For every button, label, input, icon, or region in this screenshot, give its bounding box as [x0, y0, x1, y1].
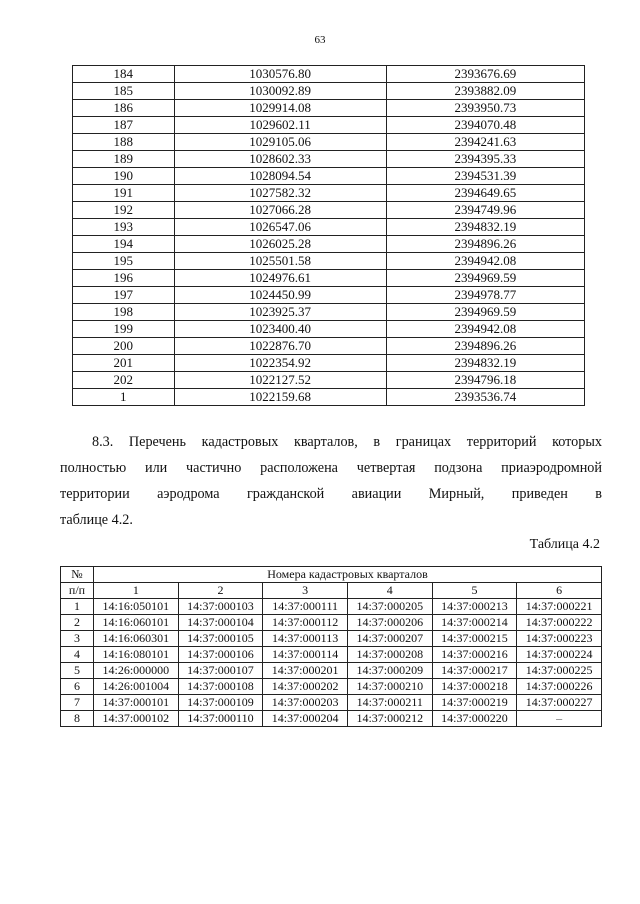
table-cell: 1023925.37 — [174, 304, 386, 321]
table-cell: 196 — [73, 270, 175, 287]
table-cell: 2394649.65 — [386, 185, 584, 202]
table-cell: 1022159.68 — [174, 389, 386, 406]
table-cell: 192 — [73, 202, 175, 219]
table-cell: 14:37:000217 — [432, 663, 517, 679]
table-row — [73, 100, 585, 117]
table-cell: 1026025.28 — [174, 236, 386, 253]
table-cell: 14:37:000219 — [432, 695, 517, 711]
table-cell: 14:16:060301 — [94, 631, 179, 647]
table-cell: 1030576.80 — [174, 66, 386, 83]
table-cell: 198 — [73, 304, 175, 321]
table-cell: 3 — [61, 631, 94, 647]
table-cell: 194 — [73, 236, 175, 253]
table-cell: 14:26:001004 — [94, 679, 179, 695]
table-row — [61, 615, 602, 631]
table-cell: 14:37:000223 — [517, 631, 602, 647]
table-cell: 14:37:000111 — [263, 599, 348, 615]
table-cell: 1030092.89 — [174, 83, 386, 100]
table-cell: 14:37:000107 — [178, 663, 263, 679]
table-cell: 1027582.32 — [174, 185, 386, 202]
table-cell: 1026547.06 — [174, 219, 386, 236]
column-number: 3 — [263, 583, 348, 599]
column-number: 2 — [178, 583, 263, 599]
table-cell: 191 — [73, 185, 175, 202]
table-cell: 2394942.08 — [386, 253, 584, 270]
coordinates-table — [72, 65, 585, 406]
table-cell: 1024976.61 — [174, 270, 386, 287]
table-cell: 1 — [73, 389, 175, 406]
table-cell: 14:37:000110 — [178, 711, 263, 727]
header-number-top: № — [61, 567, 94, 583]
table-cell: 14:37:000209 — [347, 663, 432, 679]
table-cell: 14:37:000227 — [517, 695, 602, 711]
table-cell: 1027066.28 — [174, 202, 386, 219]
table-cell: 8 — [61, 711, 94, 727]
table-cell: 2 — [61, 615, 94, 631]
table-cell: 184 — [73, 66, 175, 83]
table-cell: 14:37:000106 — [178, 647, 263, 663]
table-row — [73, 219, 585, 236]
table-cell: 14:37:000201 — [263, 663, 348, 679]
header-group-title: Номера кадастровых кварталов — [94, 567, 602, 583]
table-row — [73, 83, 585, 100]
header-number-bottom: п/п — [61, 583, 94, 599]
table-cell: 1023400.40 — [174, 321, 386, 338]
table-cell: 14:37:000112 — [263, 615, 348, 631]
table-cell: 2394969.59 — [386, 304, 584, 321]
table-cell: 14:37:000208 — [347, 647, 432, 663]
table-cell: 1 — [61, 599, 94, 615]
table-cell: 2394896.26 — [386, 338, 584, 355]
table-cell: 2394395.33 — [386, 151, 584, 168]
table-cell: 2394796.18 — [386, 372, 584, 389]
paragraph-8-3 — [60, 429, 602, 533]
cadastral-quarters-table — [60, 566, 602, 727]
table-cell: 5 — [61, 663, 94, 679]
table-cell: 1025501.58 — [174, 253, 386, 270]
table-cell: 188 — [73, 134, 175, 151]
table-cell: 2394978.77 — [386, 287, 584, 304]
table-cell: 4 — [61, 647, 94, 663]
table-row — [73, 253, 585, 270]
table-cell: 2394942.08 — [386, 321, 584, 338]
table-cell: 1029914.08 — [174, 100, 386, 117]
table-row — [73, 202, 585, 219]
table-cell: 187 — [73, 117, 175, 134]
table-row — [73, 168, 585, 185]
table-cell: 1029105.06 — [174, 134, 386, 151]
table-cell: 14:37:000206 — [347, 615, 432, 631]
table-cell: 200 — [73, 338, 175, 355]
table-cell: 14:37:000224 — [517, 647, 602, 663]
table-row — [73, 304, 585, 321]
table-cell: 2394832.19 — [386, 219, 584, 236]
cadastral-quarters-table-body — [61, 599, 602, 727]
table-cell: 2393676.69 — [386, 66, 584, 83]
table-cell: 2394749.96 — [386, 202, 584, 219]
table-cell: 14:16:060101 — [94, 615, 179, 631]
table-column-numbers-row — [61, 583, 602, 599]
table-row — [61, 631, 602, 647]
table-cell: 14:37:000211 — [347, 695, 432, 711]
table-cell: 2394969.59 — [386, 270, 584, 287]
table-cell: 193 — [73, 219, 175, 236]
table-cell: 1024450.99 — [174, 287, 386, 304]
table-cell: 1022876.70 — [174, 338, 386, 355]
table-caption: Таблица 4.2 — [529, 537, 600, 552]
table-cell: 14:37:000226 — [517, 679, 602, 695]
table-cell: 14:37:000221 — [517, 599, 602, 615]
table-row — [61, 711, 602, 727]
table-cell: 1028094.54 — [174, 168, 386, 185]
table-cell: 14:37:000104 — [178, 615, 263, 631]
paragraph-line: территории аэродрома гражданской авиации Мирный, приведен в — [60, 486, 602, 502]
table-cell: 6 — [61, 679, 94, 695]
table-cell: 14:37:000102 — [94, 711, 179, 727]
table-row — [73, 321, 585, 338]
table-cell: 14:37:000213 — [432, 599, 517, 615]
table-cell: 14:37:000101 — [94, 695, 179, 711]
column-number: 1 — [94, 583, 179, 599]
table-cell: 14:37:000203 — [263, 695, 348, 711]
table-row — [73, 355, 585, 372]
table-cell: 14:37:000215 — [432, 631, 517, 647]
column-number: 4 — [347, 583, 432, 599]
table-cell: 2394832.19 — [386, 355, 584, 372]
table-cell: 14:37:000216 — [432, 647, 517, 663]
table-cell: 189 — [73, 151, 175, 168]
table-row — [73, 66, 585, 83]
table-cell: 2393536.74 — [386, 389, 584, 406]
table-row — [73, 338, 585, 355]
table-row — [73, 117, 585, 134]
column-number: 6 — [517, 583, 602, 599]
table-cell: 14:37:000218 — [432, 679, 517, 695]
table-row — [61, 647, 602, 663]
table-cell: 14:37:000212 — [347, 711, 432, 727]
table-cell: 14:37:000114 — [263, 647, 348, 663]
table-cell: 202 — [73, 372, 175, 389]
table-cell: 14:37:000225 — [517, 663, 602, 679]
table-cell: 2394070.48 — [386, 117, 584, 134]
paragraph-line: полностью или частично расположена четвертая подзона приаэродромной — [60, 460, 602, 476]
table-cell: 14:16:050101 — [94, 599, 179, 615]
table-cell: 2393882.09 — [386, 83, 584, 100]
table-cell: 1029602.11 — [174, 117, 386, 134]
table-cell: 7 — [61, 695, 94, 711]
table-cell: 14:37:000202 — [263, 679, 348, 695]
table-cell: 1028602.33 — [174, 151, 386, 168]
table-row — [73, 389, 585, 406]
table-cell: 14:37:000108 — [178, 679, 263, 695]
table-row — [61, 695, 602, 711]
table-cell: – — [517, 711, 602, 727]
page-number: 63 — [314, 34, 326, 46]
table-row — [73, 270, 585, 287]
table-cell: 201 — [73, 355, 175, 372]
table-cell: 14:37:000105 — [178, 631, 263, 647]
table-cell: 186 — [73, 100, 175, 117]
table-row — [61, 599, 602, 615]
column-number: 5 — [432, 583, 517, 599]
table-row — [61, 663, 602, 679]
table-header-row — [61, 567, 602, 583]
table-cell: 14:26:000000 — [94, 663, 179, 679]
table-cell: 14:37:000109 — [178, 695, 263, 711]
paragraph-line: таблице 4.2. — [60, 512, 133, 528]
table-cell: 14:37:000113 — [263, 631, 348, 647]
coordinates-table-body — [73, 66, 585, 406]
table-cell: 14:37:000210 — [347, 679, 432, 695]
table-cell: 14:37:000204 — [263, 711, 348, 727]
table-cell: 1022354.92 — [174, 355, 386, 372]
table-cell: 2394531.39 — [386, 168, 584, 185]
table-row — [61, 679, 602, 695]
table-cell: 197 — [73, 287, 175, 304]
table-row — [73, 134, 585, 151]
table-cell: 14:37:000103 — [178, 599, 263, 615]
table-cell: 14:37:000205 — [347, 599, 432, 615]
table-row — [73, 185, 585, 202]
table-cell: 14:37:000207 — [347, 631, 432, 647]
table-cell: 14:37:000214 — [432, 615, 517, 631]
table-cell: 190 — [73, 168, 175, 185]
table-cell: 14:37:000222 — [517, 615, 602, 631]
table-cell: 1022127.52 — [174, 372, 386, 389]
table-cell: 2394896.26 — [386, 236, 584, 253]
table-cell: 14:16:080101 — [94, 647, 179, 663]
table-cell: 185 — [73, 83, 175, 100]
table-cell: 2393950.73 — [386, 100, 584, 117]
table-cell: 199 — [73, 321, 175, 338]
table-cell: 14:37:000220 — [432, 711, 517, 727]
table-row — [73, 372, 585, 389]
table-row — [73, 236, 585, 253]
table-row — [73, 151, 585, 168]
table-cell: 195 — [73, 253, 175, 270]
table-row — [73, 287, 585, 304]
table-cell: 2394241.63 — [386, 134, 584, 151]
paragraph-line: 8.3. Перечень кадастровых кварталов, в границах территорий которых — [92, 434, 602, 450]
